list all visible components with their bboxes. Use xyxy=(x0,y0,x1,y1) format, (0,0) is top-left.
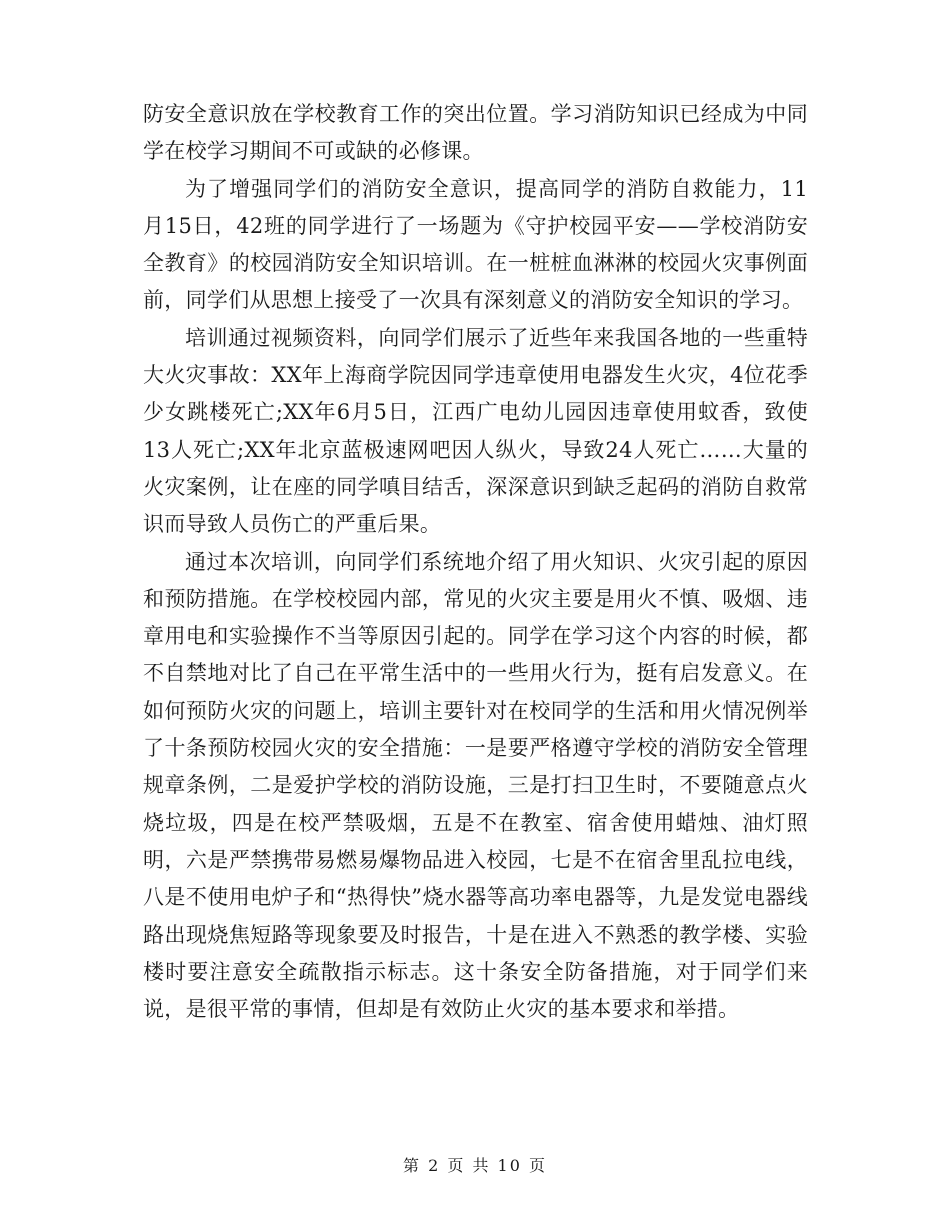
document-body xyxy=(143,96,808,1028)
page-number: 第 2 页 共 10 页 xyxy=(403,1156,547,1175)
page-footer xyxy=(0,1153,950,1176)
paragraph-prevention-measures: 通过本次培训，向同学们系统地介绍了用火知识、火灾引起的原因和预防措施。在学校校园内部，常见的火灾主要是用火不慎、吸烟、违章用电和实验操作不当等原因引起的。同学在学习这个内容的时候，都不自禁地对比了自己在平常生活中的一些用火行为，挺有启发意义。在如何预防火灾的问题上，培训主要针对在校同学的生活和用火情况例举了十条预防校园火灾的安全措施：一是要严格遵守学校的消防安全管理规章条例，二是爱护学校的消防设施，三是打扫卫生时，不要随意点火烧垃圾，四是在校严禁吸烟，五是不在教室、宿舍使用蜡烛、油灯照明，六是严禁携带易燃易爆物品进入校园，七是不在宿舍里乱拉电线，八是不使用电炉子和“热得快”烧水器等高功率电器等，九是发觉电器线路出现烧焦短路等现象要及时报告，十是在进入不熟悉的教学楼、实验楼时要注意安全疏散指示标志。这十条安全防备措施，对于同学们来说，是很平常的事情，但却是有效防止火灾的基本要求和举措。 xyxy=(143,549,808,1022)
paragraph-continuation: 防安全意识放在学校教育工作的突出位置。学习消防知识已经成为中同学在校学习期间不可或缺的必修课。 xyxy=(143,102,808,164)
paragraph-training-intro: 为了增强同学们的消防安全意识，提高同学的消防自救能力，11月15日，42班的同学进行了一场题为《守护校园平安——学校消防安全教育》的校园消防安全知识培训。在一桩桩血淋淋的校园火灾事例面前，同学们从思想上接受了一次具有深刻意义的消防安全知识的学习。 xyxy=(143,176,808,313)
paragraph-fire-cases: 培训通过视频资料，向同学们展示了近些年来我国各地的一些重特大火灾事故：XX年上海商学院因同学违章使用电器发生火灾，4位花季少女跳楼死亡;XX年6月5日，江西广电幼儿园因违章使用蚊香，致使13人死亡;XX年北京蓝极速网吧因人纵火，导致24人死亡……大量的火灾案例，让在座的同学嗔目结舌，深深意识到缺乏起码的消防自救常识而导致人员伤亡的严重后果。 xyxy=(143,325,808,537)
